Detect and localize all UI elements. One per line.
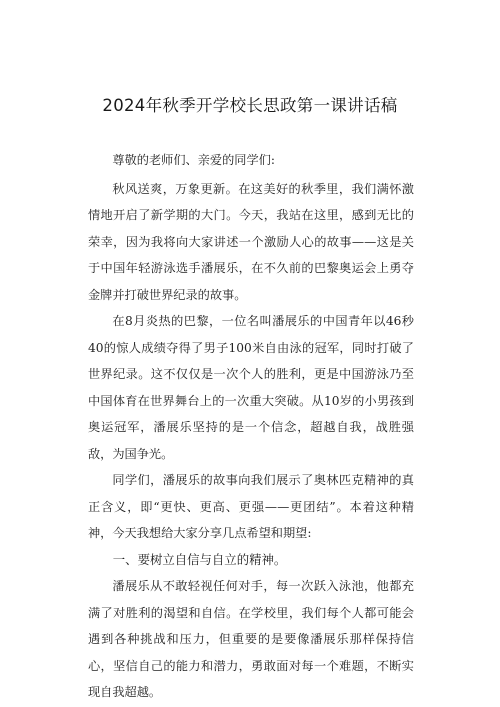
paragraph-opening: 秋风送爽，万象更新。在这美好的秋季里，我们满怀激情地开启了新学期的大门。今天，我站在这里，感到无比的荣幸，因为我将向大家讲述一个激励人心的故事——这是关于中国年轻游泳选手潘展乐，在不久前的巴黎奥运会上勇夺金牌并打破世界纪录的故事。 xyxy=(88,181,414,302)
document-title: 2024年秋季开学校长思政第一课讲话稿 xyxy=(102,96,398,115)
paragraph-confidence: 潘展乐从不敢轻视任何对手，每一次跃入泳池，他都充满了对胜利的渴望和自信。在学校里，我们每个人都可能会遇到各种挑战和压力，但重要的是要像潘展乐那样保持信心，坚信自己的能力和潜力，勇敢面对每一个难题，不断实现自我超越。 xyxy=(88,579,414,699)
paragraph-paris: 在8月炎热的巴黎，一位名叫潘展乐的中国青年以46秒40的惊人成绩夺得了男子100米自由泳的冠军，同时打破了世界纪录。这不仅仅是一次个人的胜利，更是中国游泳乃至中国体育在世界舞台上的一次重大突破。从10岁的小男孩到奥运冠军，潘展乐坚持的是一个信念，超越自我，战胜强敌，为国争光。 xyxy=(88,314,414,461)
section-heading-1: 一、要树立自信与自立的精神。 xyxy=(112,551,287,567)
document-body xyxy=(88,147,414,706)
greeting-line: 尊敬的老师们、亲爱的同学们: xyxy=(112,153,275,167)
paragraph-olympic-spirit: 同学们，潘展乐的故事向我们展示了奥林匹克精神的真正含义，即“更快、更高、更强——更团结”。本着这种精神，今天我想给大家分享几点希望和期望: xyxy=(88,473,414,540)
